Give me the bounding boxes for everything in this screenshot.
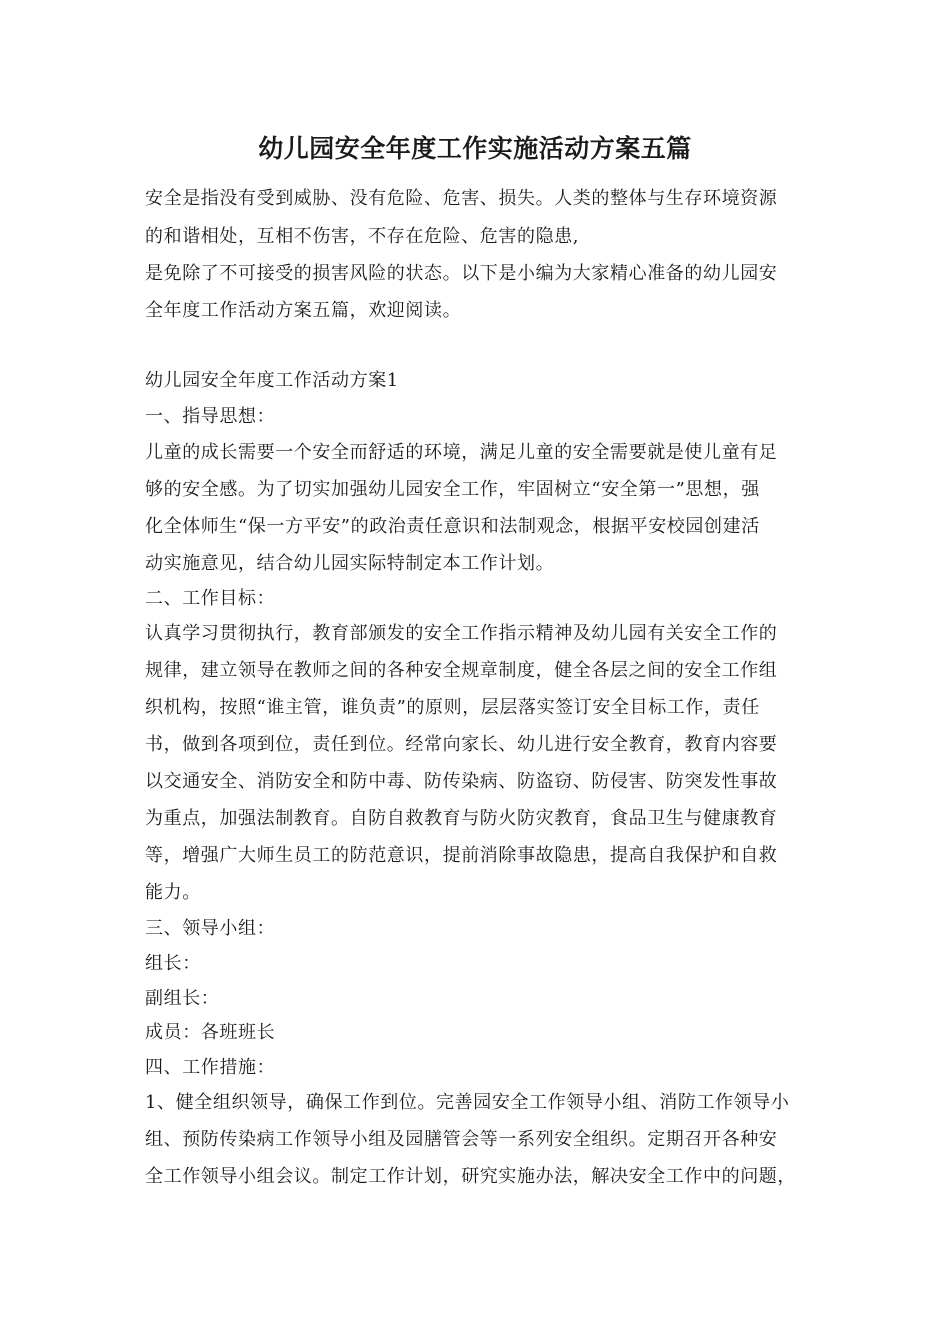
subheading-leadership-group: 三、领导小组： bbox=[145, 918, 276, 939]
deputy-leader-line: 副组长： bbox=[145, 988, 220, 1009]
body-line: 1、健全组织领导，确保工作到位。完善园安全工作领导小组、消防工作领导小 bbox=[145, 1092, 790, 1113]
body-line: 够的安全感。为了切实加强幼儿园安全工作，牢固树立“安全第一”思想，强 bbox=[145, 479, 760, 500]
body-line: 规律，建立领导在教师之间的各种安全规章制度，健全各层之间的安全工作组 bbox=[145, 660, 778, 681]
body-line: 能力。 bbox=[145, 882, 201, 903]
intro-line-4: 全年度工作活动方案五篇，欢迎阅读。 bbox=[145, 300, 462, 321]
intro-line-3: 是免除了不可接受的损害风险的状态。以下是小编为大家精心准备的幼儿园安 bbox=[145, 263, 778, 284]
body-line: 化全体师生“保一方平安”的政治责任意识和法制观念，根据平安校园创建活 bbox=[145, 516, 760, 537]
body-line: 组、预防传染病工作领导小组及园膳管会等一系列安全组织。定期召开各种安 bbox=[145, 1129, 778, 1150]
body-line: 织机构，按照“谁主管，谁负责”的原则，层层落实签订安全目标工作，责任 bbox=[145, 697, 760, 718]
members-line: 成员：各班班长 bbox=[145, 1022, 276, 1043]
document-title: 幼儿园安全年度工作实施活动方案五篇 bbox=[258, 134, 692, 163]
body-line: 以交通安全、消防安全和防中毒、防传染病、防盗窃、防侵害、防突发性事故 bbox=[145, 771, 778, 792]
subheading-work-goals: 二、工作目标： bbox=[145, 588, 276, 609]
group-leader-line: 组长： bbox=[145, 953, 201, 974]
body-line: 认真学习贯彻执行，教育部颁发的安全工作指示精神及幼儿园有关安全工作的 bbox=[145, 623, 778, 644]
subheading-guiding-thought: 一、指导思想： bbox=[145, 406, 276, 427]
section-heading: 幼儿园安全年度工作活动方案1 bbox=[145, 370, 399, 391]
body-line: 为重点，加强法制教育。自防自救教育与防火防灾教育，食品卫生与健康教育 bbox=[145, 808, 778, 829]
body-line: 儿童的成长需要一个安全而舒适的环境，满足儿童的安全需要就是使儿童有足 bbox=[145, 442, 778, 463]
intro-line-1: 安全是指没有受到威胁、没有危险、危害、损失。人类的整体与生存环境资源 bbox=[145, 188, 778, 209]
body-line: 全工作领导小组会议。制定工作计划，研究实施办法，解决安全工作中的问题， bbox=[145, 1166, 796, 1187]
subheading-work-measures: 四、工作措施： bbox=[145, 1057, 276, 1078]
body-line: 动实施意见，结合幼儿园实际特制定本工作计划。 bbox=[145, 553, 555, 574]
body-line: 等，增强广大师生员工的防范意识，提前消除事故隐患，提高自我保护和自救 bbox=[145, 845, 778, 866]
intro-line-2: 的和谐相处，互相不伤害，不存在危险、危害的隐患, bbox=[145, 226, 580, 247]
body-line: 书，做到各项到位，责任到位。经常向家长、幼儿进行安全教育，教育内容要 bbox=[145, 734, 778, 755]
